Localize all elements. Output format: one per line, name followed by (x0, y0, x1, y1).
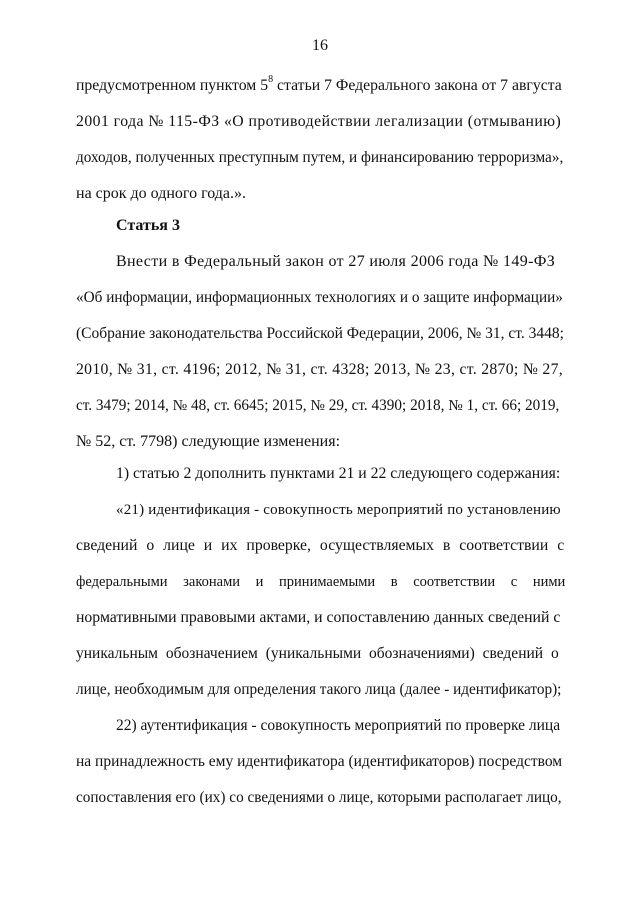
definition-line: сопоставления его (их) со сведениями о лице, которыми располагает лицо, (76, 789, 562, 806)
article-heading: Статья 3 (116, 217, 180, 234)
article-line: (Собрание законодательства Российской Федерации, 2006, № 31, ст. 3448; (76, 325, 564, 342)
item-line: 1) статью 2 дополнить пунктами 21 и 22 следующего содержания: (116, 465, 561, 482)
article-line: № 52, ст. 7798) следующие изменения: (76, 433, 341, 450)
paragraph-line (76, 73, 564, 96)
definition-line: уникальным обозначением (уникальными обозначениями) сведений о (76, 645, 559, 662)
paragraph-line: на срок до одного года.». (76, 185, 247, 202)
paragraph-line: 2001 года № 115-ФЗ «О противодействии легализации (отмыванию) (76, 113, 562, 130)
definition-line: «21) идентификация - совокупность мероприятий по установлению (116, 502, 561, 518)
paragraph-line: доходов, полученных преступным путем, и финансированию терроризма», (76, 149, 564, 166)
paragraph-line-end: статьи 7 Федерального закона от 7 августа (273, 77, 562, 94)
paragraph-line-start: предусмотренном пунктом 5 (76, 77, 269, 94)
definition-line: лице, необходимым для определения такого лица (далее - идентификатор); (76, 681, 562, 698)
definition-line: на принадлежность ему идентификатора (идентификаторов) посредством (76, 753, 563, 770)
definition-line: 22) аутентификация - совокупность мероприятий по проверке лица (116, 717, 561, 734)
page-number: 16 (312, 37, 328, 54)
definition-line: федеральными законами и принимаемыми в соответствии с ними (76, 574, 566, 590)
article-line: ст. 3479; 2014, № 48, ст. 6645; 2015, № 29, ст. 4390; 2018, № 1, ст. 66; 2019, (76, 397, 560, 414)
article-line: Внести в Федеральный закон от 27 июля 2006 года № 149-ФЗ (116, 253, 556, 270)
article-line: 2010, № 31, ст. 4196; 2012, № 31, ст. 4328; 2013, № 23, ст. 2870; № 27, (76, 361, 563, 378)
definition-line: сведений о лице и их проверке, осуществляемых в соответствии с (76, 537, 565, 554)
definition-line: нормативными правовыми актами, и сопоставлению данных сведений с (76, 609, 561, 626)
article-line: «Об информации, информационных технологиях и о защите информации» (76, 289, 563, 306)
superscript: 8 (268, 73, 274, 85)
